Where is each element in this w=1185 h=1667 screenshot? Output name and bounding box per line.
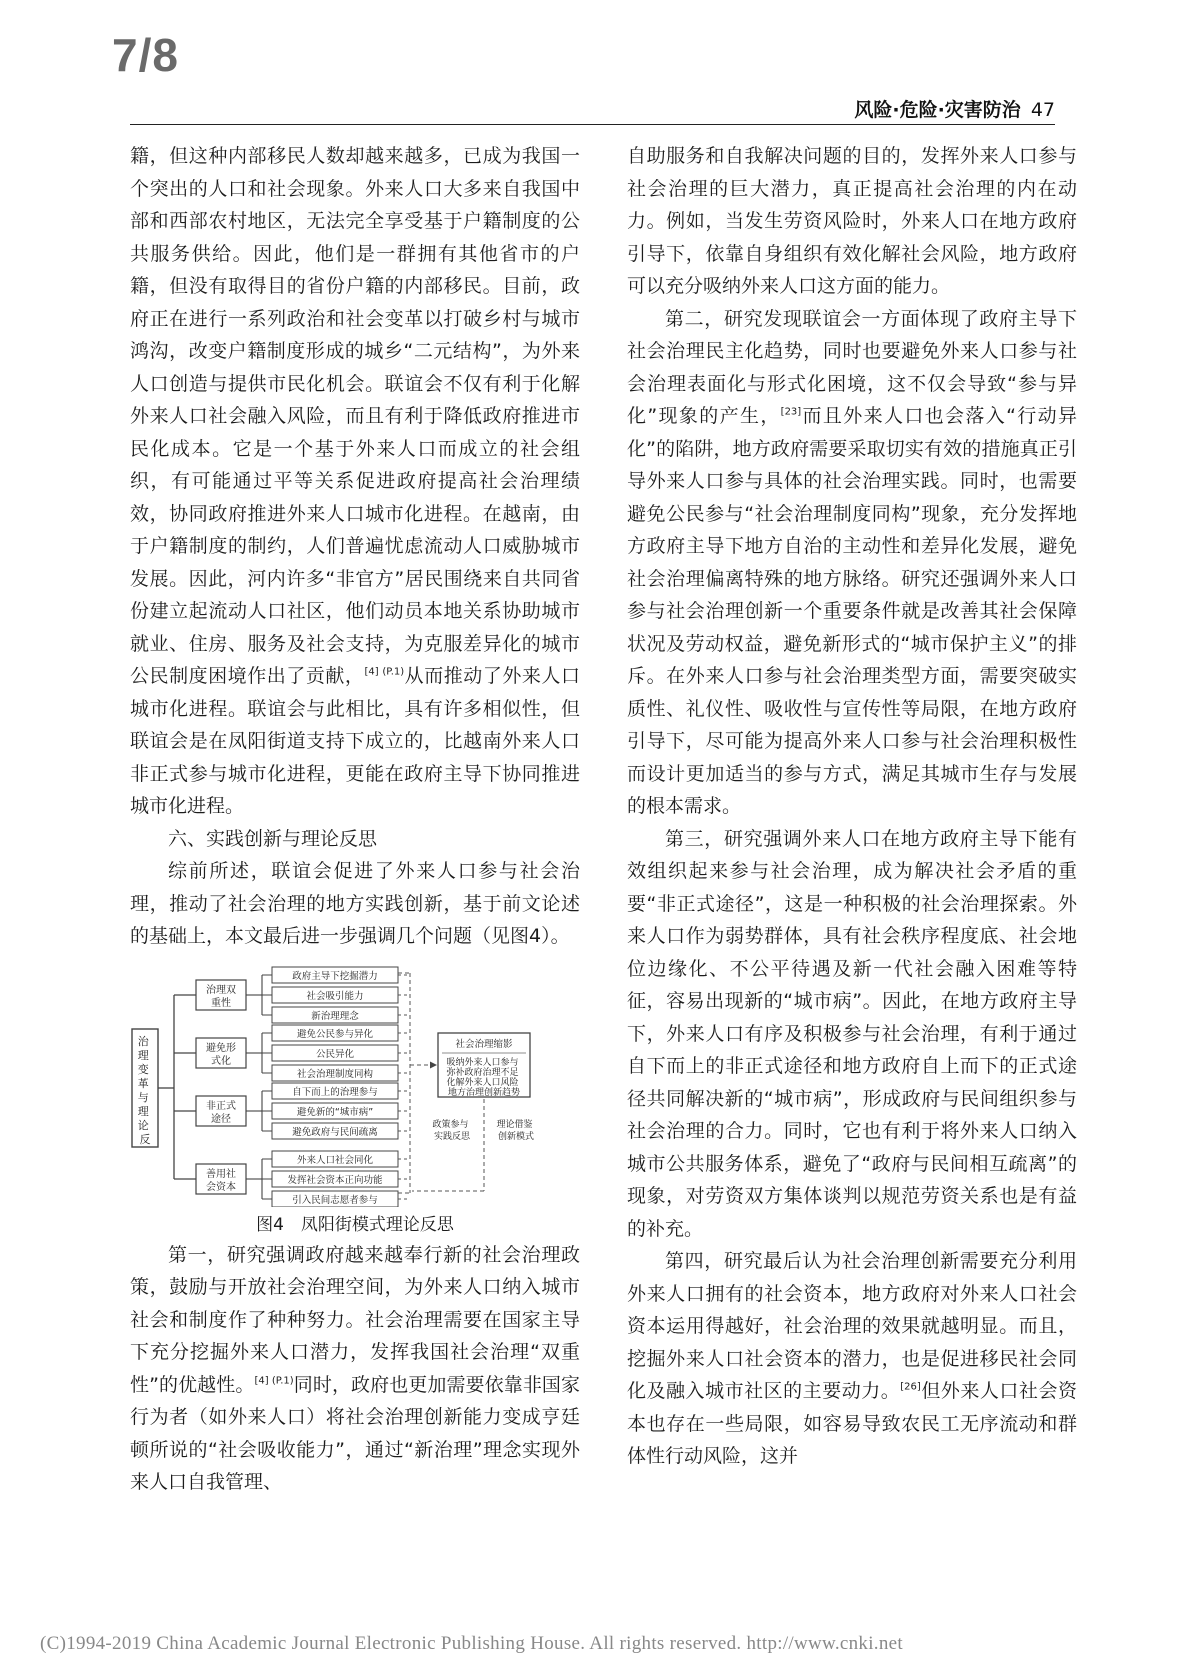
result-line: 地方治理创新趋势 bbox=[447, 1087, 521, 1098]
root-char-5: 理 bbox=[137, 1104, 149, 1118]
citation: [4] (P.1) bbox=[254, 1375, 294, 1387]
root-char-4: 与 bbox=[137, 1090, 149, 1104]
root-char-2: 变 bbox=[137, 1062, 149, 1076]
item-label: 公民异化 bbox=[315, 1048, 355, 1060]
result-line: 化解外来人口风险 bbox=[446, 1077, 519, 1088]
header-rule bbox=[130, 124, 1055, 125]
paragraph bbox=[627, 1245, 1077, 1473]
group-label: 避免形式化 bbox=[206, 1042, 236, 1067]
group-label: 治理双重性 bbox=[206, 984, 236, 1009]
running-head bbox=[854, 95, 1055, 122]
item-label: 避免公民参与异化 bbox=[296, 1028, 374, 1040]
paragraph-text: 第一，研究强调政府越来越奉行新的社会治理政策，鼓励与开放社会治理空间，为外来人口纳入城市社会和制度作了种种努力。社会治理需要在国家主导下充分挖掘外来人口潜力，发挥我国社会治理“双重性”的优越性。 bbox=[130, 1243, 580, 1396]
figure-diagram bbox=[130, 965, 580, 1207]
bottom-left-label bbox=[433, 1118, 472, 1142]
item-label: 社会治理制度同构 bbox=[296, 1068, 374, 1080]
root-char-1: 理 bbox=[137, 1048, 149, 1062]
paragraph bbox=[130, 140, 580, 823]
item-label: 外来人口社会同化 bbox=[296, 1154, 374, 1166]
citation: [23] bbox=[780, 406, 802, 418]
item-label: 引入民间志愿者参与 bbox=[292, 1194, 378, 1206]
paragraph-text: 但外来人口社会资本也存在一些局限，如容易导致农民工无序流动和群体性行动风险，这并 bbox=[627, 1380, 1077, 1467]
item-label: 发挥社会资本正向功能 bbox=[287, 1174, 383, 1186]
page-number: 47 bbox=[1030, 99, 1055, 121]
bl-line-0: 政策参与 bbox=[432, 1119, 469, 1130]
paragraph bbox=[627, 303, 1077, 823]
result-line: 吸纳外来人口参与 bbox=[446, 1057, 519, 1068]
root-char-0: 治 bbox=[137, 1034, 149, 1048]
page-counter: 7/8 bbox=[112, 29, 179, 81]
bl-line-1: 实践反思 bbox=[433, 1131, 471, 1142]
item-label: 避免政府与民间疏离 bbox=[292, 1126, 378, 1138]
paragraph-text: 从而推动了外来人口城市化进程。联谊会与此相比，具有许多相似性，但联谊会是在凤阳街道支持下成立的，比越南外来人口非正式参与城市化进程，更能在政府主导下协同推进城市化进程。 bbox=[130, 665, 580, 817]
result-line: 弥补政府治理不足 bbox=[446, 1067, 519, 1078]
root-char-3: 革 bbox=[137, 1076, 149, 1090]
copyright-footer: (C)1994-2019 China Academic Journal Electronic Publishing House. All rights reserved. http://www.cnki.net bbox=[40, 1633, 903, 1654]
item-label: 社会吸引能力 bbox=[306, 990, 364, 1002]
group-label: 非正式途径 bbox=[206, 1100, 236, 1125]
br-line-1: 创新模式 bbox=[497, 1131, 535, 1142]
item-label: 新治理理念 bbox=[311, 1010, 359, 1022]
paragraph: 综前所述，联谊会促进了外来人口参与社会治理，推动了社会治理的地方实践创新，基于前文论述的基础上，本文最后进一步强调几个问题（见图4）。 bbox=[130, 860, 580, 947]
journal-title: 风险·危险·灾害防治 bbox=[854, 99, 1021, 121]
br-line-0: 理论借鉴 bbox=[496, 1119, 533, 1130]
root-char-7: 反 bbox=[139, 1132, 151, 1146]
paragraph: 第三，研究强调外来人口在地方政府主导下能有效组织起来参与社会治理，成为解决社会矛盾的重要“非正式途径”，这是一种积极的社会治理探索。外来人口作为弱势群体，具有社会秩序程度底、社会地位边缘化、不公平待遇及新一代社会融入困难等特征，容易出现新的“城市病”。因此，在地方政府主导下，外来人口有序及积极参与社会治理，有利于通过自下而上的非正式途径和地方政府自上而下的正式途径共同解决新的“城市病”，形成政府与民间组织参与社会治理的合力。同时，它也有利于将外来人口纳入城市公共服务体系，避免了“政府与民间相互疏离”的现象，对劳资双方集体谈判以规范劳资关系也是有益的补充。 bbox=[627, 827, 1077, 1240]
root-char-6: 论 bbox=[137, 1118, 149, 1132]
paragraph-text: 籍，但这种内部移民人数却越来越多，已成为我国一个突出的人口和社会现象。外来人口大多来自我国中部和西部农村地区，无法完全享受基于户籍制度的公共服务供给。因此，他们是一群拥有其他省市的户籍，但没有取得目的省份户籍的内部移民。目前，政府正在进行一系列政治和社会变革以打破乡村与城市鸿沟，改变户籍制度形成的城乡“二元结构”，为外来人口创造与提供市民化机会。联谊会不仅有利于化解外来人口社会融入风险，而且有利于降低政府推进市民化成本。它是一个基于外来人口而成立的社会组织，有可能通过平等关系促进政府提高社会治理绩效，协同政府推进外来人口城市化进程。在越南，由于户籍制度的制约，人们普遍忧虑流动人口威胁城市发展。因此，河内许多“非官方”居民围绕来自共同省份建立起流动人口社区，他们动员本地关系协助城市就业、住房、服务及社会支持，为克服差异化的城市公民制度困境作出了贡献， bbox=[130, 145, 580, 687]
paragraph-text: 而且外来人口也会落入“行动异化”的陷阱，地方政府需要采取切实有效的措施真正引导外来人口参与具体的社会治理实践。同时，也需要避免公民参与“社会治理制度同构”现象，充分发挥地方政府主导下地方自治的主动性和差异化发展，避免社会治理偏离特殊的地方脉络。研究还强调外来人口参与社会治理创新一个重要条件就是改善其社会保障状况及劳动权益，避免新形式的“城市保护主义”的排斥。在外来人口参与社会治理类型方面，需要突破实质性、礼仪性、吸收性与宣传性等局限，在地方政府引导下，尽可能为提高外来人口参与社会治理积极性而设计更加适当的参与方式，满足其城市生存与发展的根本需求。 bbox=[627, 405, 1077, 817]
figure-caption: 图4 凤阳街模式理论反思 bbox=[256, 1214, 454, 1235]
bottom-right-label bbox=[497, 1118, 536, 1142]
item-label: 政府主导下挖掘潜力 bbox=[292, 970, 378, 982]
citation: [4] (P.1) bbox=[364, 666, 405, 678]
item-label: 避免新的“城市病” bbox=[296, 1106, 374, 1118]
paragraph-text: 第四，研究最后认为社会治理创新需要充分利用外来人口拥有的社会资本，地方政府对外来人口社会资本运用得越好，社会治理的效果就越明显。而且，挖掘外来人口社会资本的潜力，也是促进移民社会同化及融入城市社区的主要动力。 bbox=[627, 1250, 1077, 1402]
paragraph-text: 第二，研究发现联谊会一方面体现了政府主导下社会治理民主化趋势，同时也要避免外来人口参与社会治理表面化与形式化困境，这不仅会导致“参与异化”现象的产生， bbox=[627, 307, 1077, 427]
section-heading: 六、实践创新与理论反思 bbox=[168, 827, 378, 850]
paragraph bbox=[130, 1239, 580, 1499]
left-column bbox=[130, 140, 580, 1499]
group-label: 善用社会资本 bbox=[206, 1168, 236, 1193]
citation: [26] bbox=[900, 1381, 921, 1393]
result-lines bbox=[447, 1056, 522, 1098]
right-column bbox=[627, 140, 1077, 1473]
item-label: 自下而上的治理参与 bbox=[292, 1086, 378, 1098]
paragraph: 自助服务和自我解决问题的目的，发挥外来人口参与社会治理的巨大潜力，真正提高社会治理的内在动力。例如，当发生劳资风险时，外来人口在地方政府引导下，依靠自身组织有效化解社会风险，地方政府可以充分吸纳外来人口这方面的能力。 bbox=[627, 145, 1077, 297]
paragraph-text: 同时，政府也更加需要依靠非国家行为者（如外来人口）将社会治理创新能力变成亨廷顿所说的“社会吸收能力”，通过“新治理”理念实现外来人口自我管理、 bbox=[130, 1373, 580, 1493]
result-title: 社会治理缩影 bbox=[455, 1038, 513, 1050]
figure-4 bbox=[130, 965, 580, 1207]
root-label bbox=[138, 1035, 153, 1146]
